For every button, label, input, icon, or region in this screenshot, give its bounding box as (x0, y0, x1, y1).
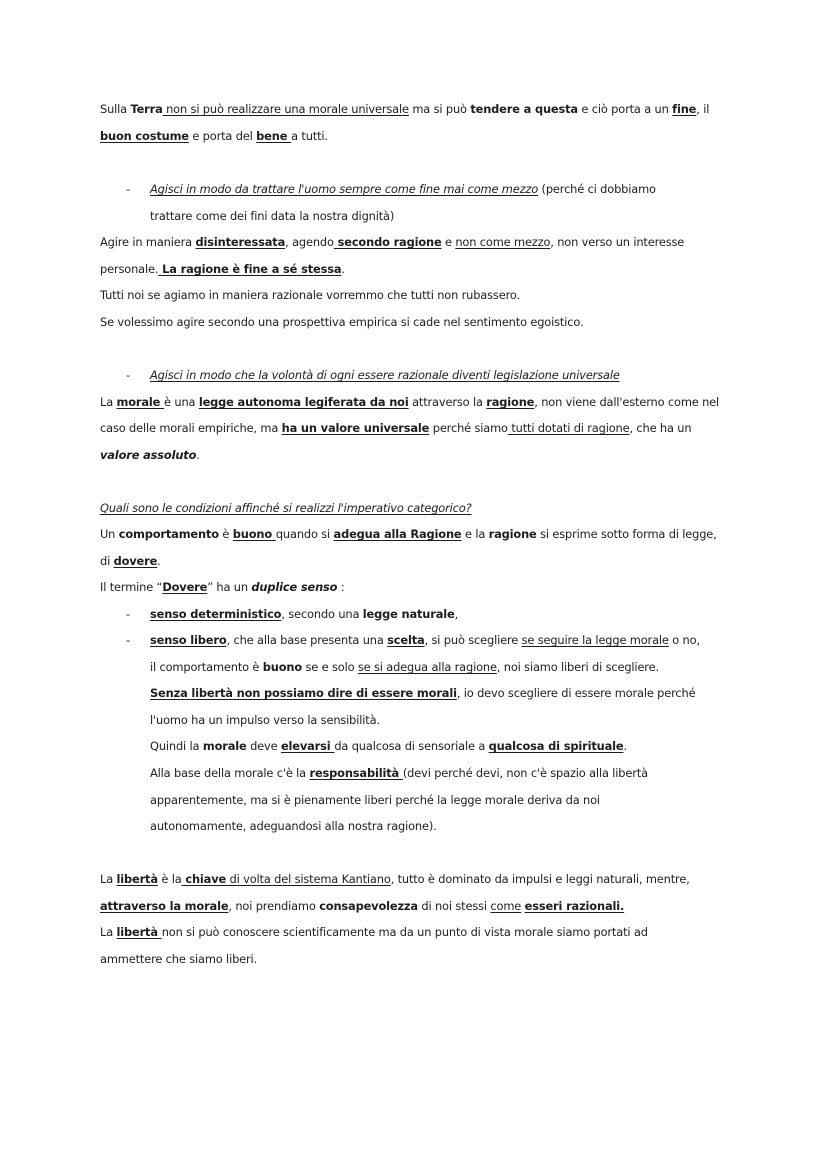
text-line: apparentemente, ma si è pienamente liberi perché la legge morale deriva da noi (150, 793, 600, 807)
text-line: Alla base della morale c'è la responsabilità (devi perché devi, non c'è spazio alla libertà (150, 766, 648, 780)
text-line: autonomamente, adeguandosi alla nostra ragione). (150, 819, 437, 833)
text-line: Un comportamento è buono quando si adegua alla Ragione e la ragione si esprime sotto forma di legge, (100, 527, 717, 541)
text-line: il comportamento è buono se e solo se si adegua alla ragione, noi siamo liberi di scegliere. (150, 660, 659, 674)
text-line: Senza libertà non possiamo dire di essere morali, io devo scegliere di essere morale perché (150, 686, 696, 700)
text-line: Il termine “Dovere” ha un duplice senso : (100, 580, 345, 594)
bullet-dash: - (126, 607, 131, 621)
list-item: senso deterministico, secondo una legge naturale, (150, 607, 459, 621)
list-item: senso libero, che alla base presenta una scelta, si può scegliere se seguire la legge morale o no, (150, 633, 700, 647)
text-line: trattare come dei fini data la nostra dignità) (150, 209, 395, 223)
text-line: di dovere. (100, 554, 161, 568)
text-line: Agire in maniera disinteressata, agendo secondo ragione e non come mezzo, non verso un interesse (100, 235, 685, 249)
text-line: l'uomo ha un impulso verso la sensibilità. (150, 713, 380, 727)
text-line: Sulla Terra non si può realizzare una morale universale ma si può tendere a questa e ciò porta a un fine, il (100, 102, 710, 116)
text-line: attraverso la morale, noi prendiamo consapevolezza di noi stessi come esseri razionali. (100, 899, 625, 913)
text-line: La morale è una legge autonoma legiferata da noi attraverso la ragione, non viene dall'esterno come nel (100, 395, 720, 409)
text-line: ammettere che siamo liberi. (100, 952, 258, 966)
text-line: buon costume e porta del bene a tutti. (100, 129, 328, 143)
bullet-dash: - (126, 633, 131, 647)
text-line: caso delle morali empiriche, ma ha un valore universale perché siamo tutti dotati di ragione, che ha un (100, 421, 692, 435)
text-line: Quindi la morale deve elevarsi da qualcosa di sensoriale a qualcosa di spirituale. (150, 739, 627, 753)
bullet-dash: - (126, 182, 131, 196)
maxim-line: Agisci in modo da trattare l'uomo sempre come fine mai come mezzo (perché ci dobbiamo (150, 182, 656, 196)
text-line: valore assoluto. (100, 448, 200, 462)
text-line: Tutti noi se agiamo in maniera razionale vorremmo che tutti non rubassero. (100, 288, 520, 302)
text-line: personale. La ragione è fine a sé stessa. (100, 262, 345, 276)
bullet-dash: - (126, 368, 131, 382)
text-line: La libertà non si può conoscere scientificamente ma da un punto di vista morale siamo portati ad (100, 925, 648, 939)
section-question: Quali sono le condizioni affinché si realizzi l'imperativo categorico? (100, 501, 472, 515)
maxim-line: Agisci in modo che la volontà di ogni essere razionale diventi legislazione universale (150, 368, 620, 382)
text-line: Se volessimo agire secondo una prospettiva empirica si cade nel sentimento egoistico. (100, 315, 584, 329)
text-line: La libertà è la chiave di volta del sistema Kantiano, tutto è dominato da impulsi e leggi naturali, mentre, (100, 872, 690, 886)
